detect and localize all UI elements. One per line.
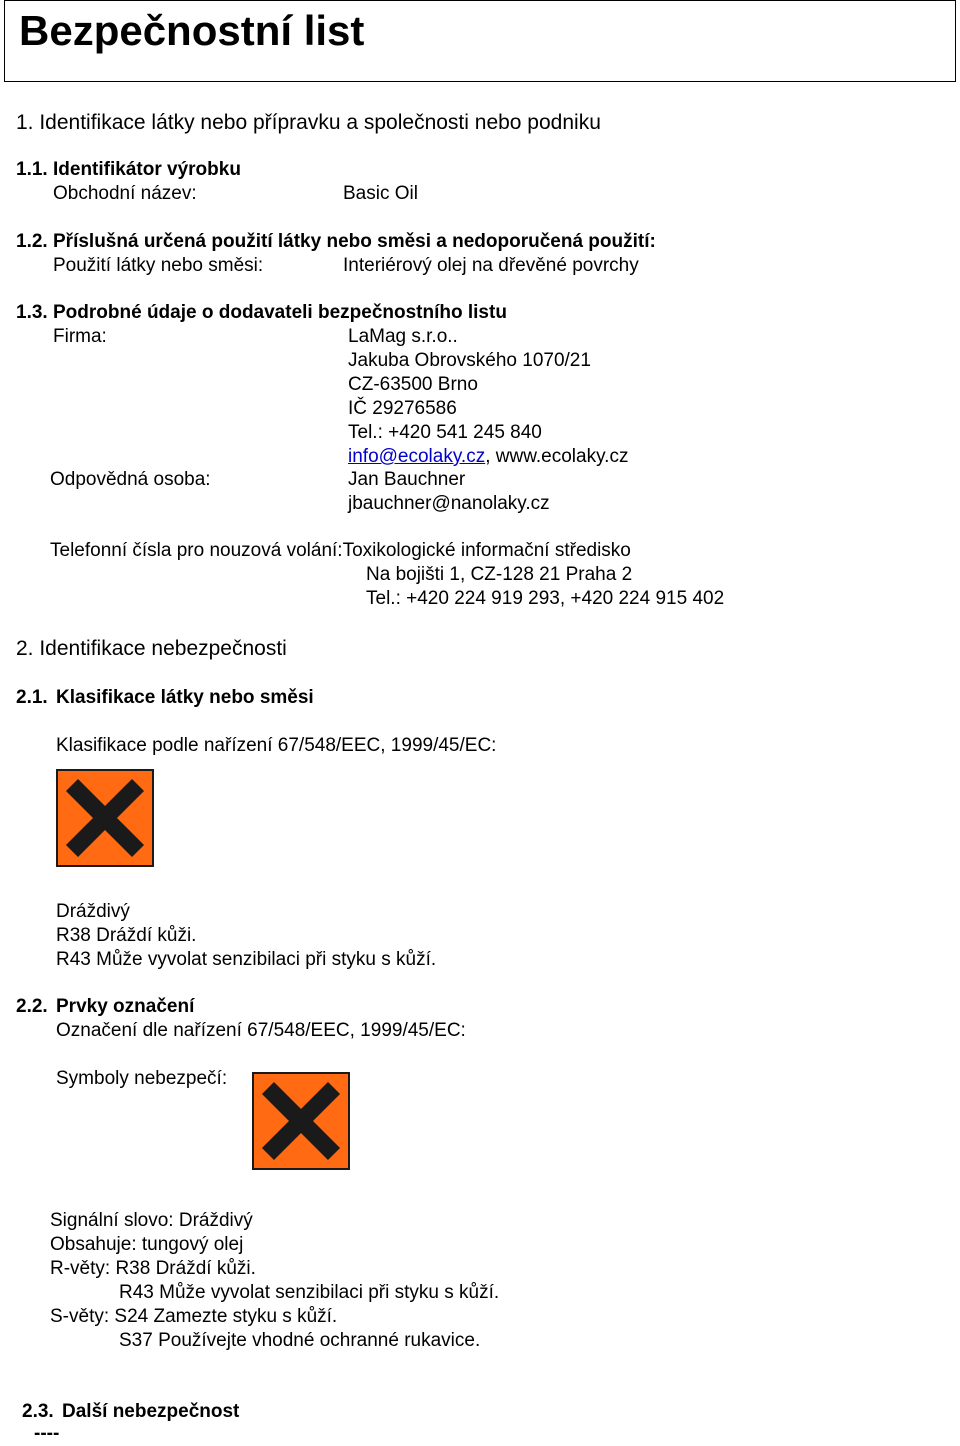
trade-name-label: Obchodní název: — [53, 183, 197, 204]
contains-text: Obsahuje: tungový olej — [50, 1234, 244, 1255]
classification-text: Klasifikace podle nařízení 67/548/EEC, 1999/45/EC: — [56, 735, 497, 756]
s13-number: 1.3. — [16, 302, 48, 323]
use-label: Použití látky nebo směsi: — [53, 255, 264, 276]
s21-number: 2.1. — [16, 687, 48, 708]
s23-value: ---- — [34, 1423, 60, 1444]
r38-phrase: R38 Dráždí kůži. — [115, 1258, 256, 1279]
s22-heading: Prvky označení — [56, 996, 195, 1017]
emergency-center: Toxikologické informační středisko — [342, 540, 631, 561]
hazard-name: Dráždivý — [56, 901, 130, 922]
responsible-label: Odpovědná osoba: — [50, 469, 211, 490]
signal-word: Signální slovo: Dráždivý — [50, 1210, 253, 1231]
firm-label: Firma: — [53, 326, 107, 347]
s11-number: 1.1. — [16, 159, 48, 180]
page-title: Bezpečnostní list — [19, 7, 365, 54]
r38-phrase: R38 Dráždí kůži. — [56, 925, 197, 946]
r-phrases-label: R-věty: — [50, 1258, 116, 1279]
responsible-email: jbauchner@nanolaky.cz — [348, 493, 550, 514]
s-phrases-label: S-věty: — [50, 1306, 115, 1327]
contact-separator: , — [485, 446, 496, 467]
s23-number: 2.3. — [22, 1401, 54, 1422]
s12-number: 1.2. — [16, 231, 48, 252]
section-2-heading: 2. Identifikace nebezpečnosti — [16, 637, 287, 660]
s11-heading: Identifikátor výrobku — [53, 159, 241, 180]
irritant-hazard-icon — [252, 1072, 350, 1170]
emergency-line — [50, 539, 631, 563]
irritant-hazard-icon — [56, 769, 154, 867]
r43-phrase: R43 Může vyvolat senzibilaci při styku s kůží. — [119, 1282, 500, 1303]
s12-heading: Příslušná určená použití látky nebo směsi a nedoporučená použití: — [53, 231, 656, 252]
emergency-phone: Tel.: +420 224 919 293, +420 224 915 402 — [366, 588, 725, 609]
r43-phrase: R43 Může vyvolat senzibilaci při styku s kůží. — [56, 949, 437, 970]
labelling-text: Označení dle nařízení 67/548/EEC, 1999/45/EC: — [56, 1020, 466, 1041]
s13-heading: Podrobné údaje o dodavateli bezpečnostního listu — [53, 302, 507, 323]
firm-name: LaMag s.r.o.. — [348, 326, 458, 347]
s37-phrase: S37 Používejte vhodné ochranné rukavice. — [119, 1330, 481, 1351]
s21-heading: Klasifikace látky nebo směsi — [56, 687, 314, 708]
contact-line — [348, 445, 628, 469]
trade-name-value: Basic Oil — [343, 183, 418, 204]
r-phrases-line — [50, 1257, 256, 1281]
address-line-1: Jakuba Obrovského 1070/21 — [348, 350, 591, 371]
emergency-address: Na bojišti 1, CZ-128 21 Praha 2 — [366, 564, 633, 585]
email-link[interactable]: info@ecolaky.cz — [348, 446, 486, 467]
title-box — [4, 0, 956, 82]
emergency-label: Telefonní čísla pro nouzová volání: — [50, 540, 343, 561]
website-text: www.ecolaky.cz — [495, 446, 629, 467]
address-line-2: CZ-63500 Brno — [348, 374, 478, 395]
company-id: IČ 29276586 — [348, 398, 457, 419]
responsible-name: Jan Bauchner — [348, 469, 466, 490]
s24-phrase: S24 Zamezte styku s kůží. — [114, 1306, 338, 1327]
section-1-heading: 1. Identifikace látky nebo přípravku a společnosti nebo podniku — [16, 111, 601, 134]
symbols-label: Symboly nebezpečí: — [56, 1068, 228, 1089]
use-value: Interiérový olej na dřevěné povrchy — [343, 255, 639, 276]
s-phrases-line — [50, 1305, 337, 1329]
s22-number: 2.2. — [16, 996, 48, 1017]
s23-heading: Další nebezpečnost — [62, 1401, 240, 1422]
company-phone: Tel.: +420 541 245 840 — [348, 422, 542, 443]
